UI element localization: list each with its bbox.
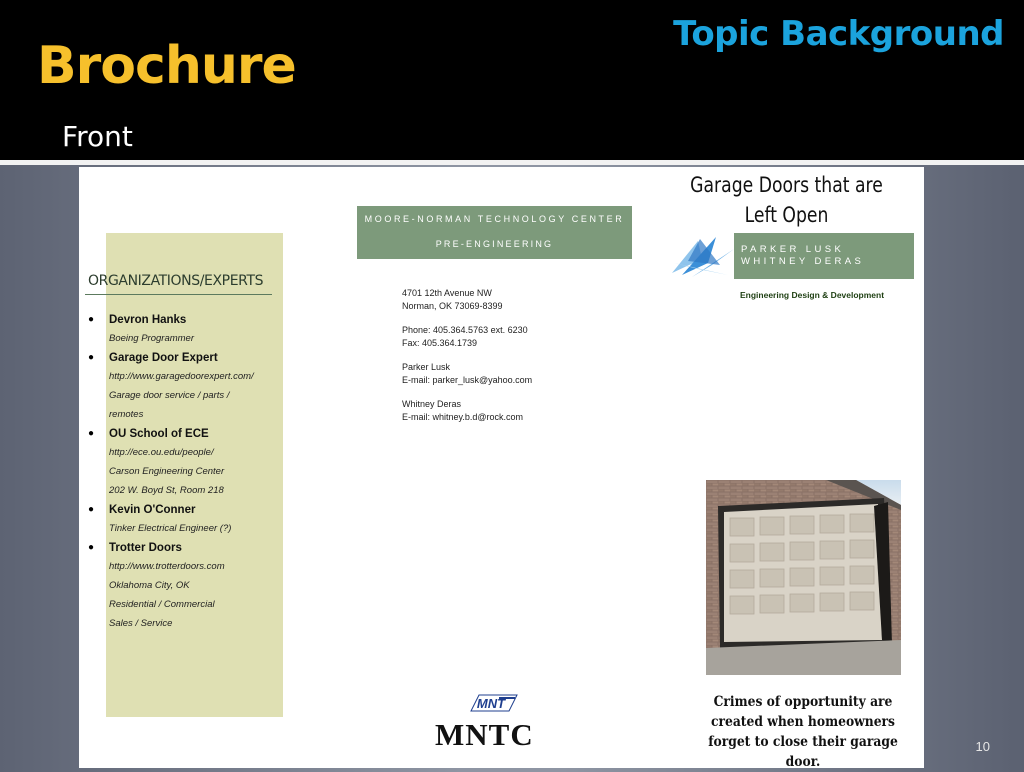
author-name: WHITNEY DERAS [741, 256, 865, 267]
bullet-icon: ● [88, 542, 95, 553]
bullet-icon: ● [88, 352, 95, 363]
organization-detail: Carson Engineering Center [109, 466, 225, 477]
organization-detail: Garage door service / parts / [109, 390, 230, 401]
organization-detail: Sales / Service [109, 618, 173, 629]
organization-item [85, 501, 285, 538]
address-line: Norman, OK 73069-8399 [402, 300, 503, 311]
photo-caption: Crimes of opportunity are created when homeowners forget to close their garage door. [708, 694, 898, 770]
bullet-icon: ● [88, 504, 95, 515]
bullet-icon: ● [88, 428, 95, 439]
slide-subtitle: Front [62, 120, 133, 153]
organization-detail: remotes [109, 409, 144, 420]
organization-item [85, 539, 285, 633]
fax-text: Fax: 405.364.1739 [402, 337, 478, 348]
organizations-heading: ORGANIZATIONS/EXPERTS [88, 273, 264, 289]
phone-text: Phone: 405.364.5763 ext. 6230 [402, 325, 528, 335]
slide-title: Brochure [37, 36, 296, 96]
department-label: Engineering Design & Development [740, 290, 885, 300]
author-name: PARKER LUSK [741, 244, 845, 255]
organization-detail: http://www.garagedoorexpert.com/ [109, 371, 254, 382]
page-number: 10 [975, 739, 990, 754]
organization-detail: Oklahoma City, OK [109, 580, 190, 591]
contact-name: Whitney Deras [402, 399, 462, 409]
school-name: MOORE-NORMAN TECHNOLOGY CENTER [364, 214, 625, 224]
organization-detail: http://ece.ou.edu/people/ [109, 447, 214, 458]
contact-name: Parker Lusk [402, 362, 451, 372]
organization-name: Devron Hanks [109, 314, 187, 326]
organization-name: Garage Door Expert [109, 352, 218, 364]
mntc-logo-mark [469, 693, 519, 713]
address-line: 4701 12th Avenue NW [402, 288, 492, 298]
star-logo-icon [668, 235, 736, 279]
organization-name: Kevin O'Conner [109, 504, 196, 516]
organization-detail: Tinker Electrical Engineer (?) [109, 523, 232, 534]
header-divider [0, 160, 1024, 165]
organization-name: OU School of ECE [109, 428, 209, 440]
program-name: PRE-ENGINEERING [435, 239, 554, 249]
garage-door-photo [706, 480, 901, 675]
school-banner [357, 206, 632, 259]
mntc-mark-text: MNT [476, 696, 506, 711]
brochure-page [79, 167, 924, 768]
brochure-title: Garage Doors that are Left Open [690, 173, 883, 227]
organization-item [85, 425, 285, 500]
organization-detail: 202 W. Boyd St, Room 218 [109, 485, 224, 496]
organization-item [85, 349, 285, 424]
contact-email: E-mail: parker_lusk@yahoo.com [402, 374, 533, 385]
organization-detail: Boeing Programmer [109, 333, 195, 344]
contact-email: E-mail: whitney.b.d@rock.com [402, 411, 524, 422]
organization-detail: http://www.trotterdoors.com [109, 561, 225, 572]
bullet-icon: ● [88, 314, 95, 325]
topic-label: Topic Background [673, 14, 1004, 54]
authors-banner [734, 233, 914, 279]
heading-underline [85, 294, 272, 295]
organization-item [85, 311, 285, 348]
organizations-list [85, 311, 285, 634]
organization-name: Trotter Doors [109, 542, 182, 554]
mntc-logo-text: MNTC [435, 717, 534, 752]
contact-block [402, 287, 532, 423]
organization-detail: Residential / Commercial [109, 599, 215, 610]
